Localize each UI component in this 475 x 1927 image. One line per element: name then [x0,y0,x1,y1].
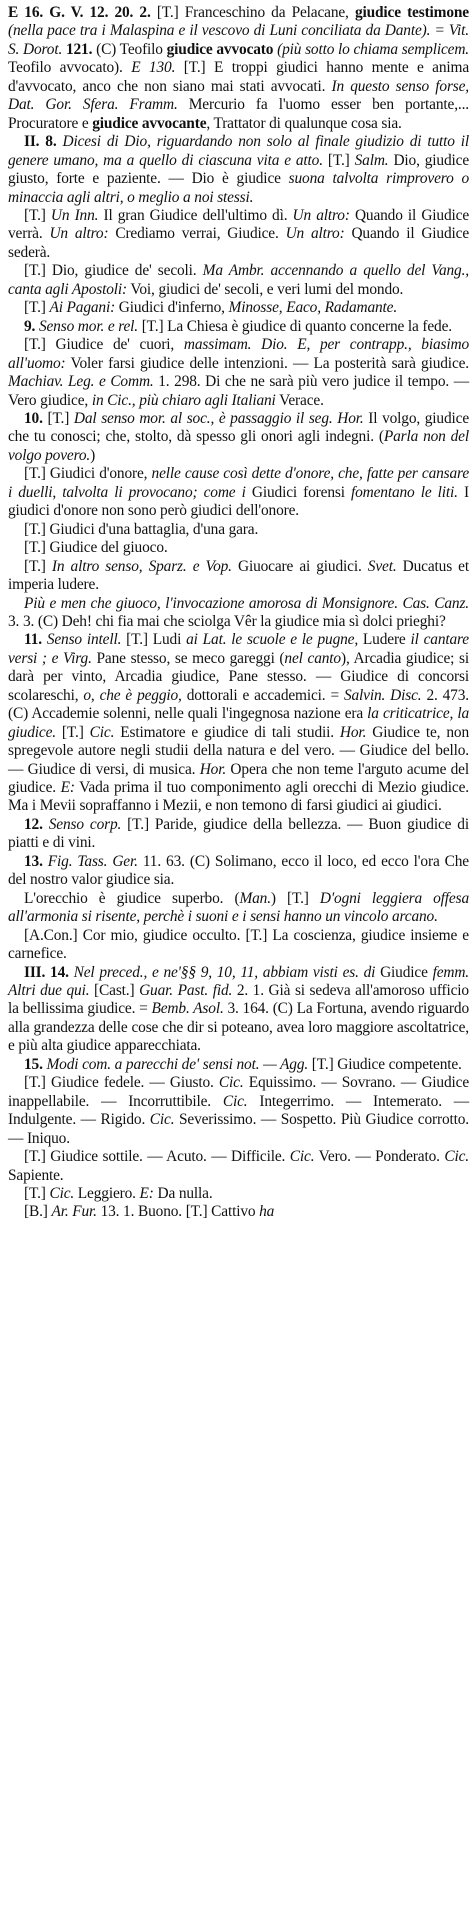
entry-paragraph [8,336,469,410]
italic-text: Ai Pagani: [49,299,116,317]
italic-text: fomentano le liti. [350,483,458,501]
italic-text: Cic. [289,1148,315,1166]
body-text: [T.] [24,557,52,575]
body-text: Il gran Giudice dell'ultimo dì. [98,206,293,224]
body-text: [T.] Giudice fedele. — Giusto. [24,1074,219,1092]
body-text: [T.] Giudice sottile. — Acuto. — Difficile. [24,1148,290,1166]
italic-text: In altro senso, Sparz. e Vop. [51,557,232,575]
italic-text: E: [139,1185,154,1202]
body-text: Quando il Giudice sederà. [8,225,470,261]
bold-text: 121. [65,40,97,58]
body-text: [Cast.] [89,982,140,1000]
body-text: Leggiero. [74,1185,140,1202]
italic-text: o, che è peggio, [83,686,182,704]
italic-text: Un altro: [49,225,109,243]
body-text: Giudici d'inferno, [115,299,229,317]
entry-paragraph [8,318,469,336]
body-text: [T.] Giudici d'una battaglia, d'una gara. [24,520,259,538]
italic-text: Un Inn. [50,206,99,224]
italic-text: E 130. [131,59,184,77]
body-text: Estimatore e giudice di tali studii. [114,723,340,741]
italic-text: in Cic., più chiaro agli Italiani [91,391,276,409]
body-text: Ludere [358,631,411,649]
body-text: [T.] Giudici d'onore, [24,465,152,483]
entry-paragraph [8,964,469,1056]
italic-text: Fig. Tass. Ger. [47,852,138,870]
body-text: [T.] [47,409,74,427]
body-text: Verace. [275,391,324,409]
body-text: Sapiente. [8,1166,64,1184]
body-text: [T.] Giudice de' cuori, [24,336,184,354]
body-text: [T.] [55,723,90,741]
body-text: [T.] [24,206,51,224]
bold-text: 9. [24,317,39,335]
italic-text: Hor. [339,723,367,741]
bold-text: giudice testimone [354,4,469,21]
body-text: Teofilo avvocato). [8,59,132,77]
body-text: 2. 1. Già si sedeva all'amoroso ufficio la bellissima giudice. = [8,982,469,1018]
entry-paragraph [8,1148,469,1185]
body-text: 3. 3. (C) Deh! chi fia mai che sciolga Vêr la giudice mia sì dolci prieghi? [8,612,446,630]
bold-text: II. 8. [24,133,63,151]
body-text: I giudici d'onore non sono però giudici dell'onore. [8,483,469,520]
body-text: Giuocare ai giudici. [231,557,368,575]
bold-text: 11. [24,631,47,649]
bold-text: 10. [24,409,48,427]
italic-text: Modi com. a parecchi de' sensi not. — Agg. [46,1055,309,1073]
body-text: 2. 473. (C) Accademie solenni, nelle quali l'ingegnosa nazione era [8,686,469,723]
entry-paragraph [8,1074,469,1148]
italic-text: ai Lat. le scuole e le pugne, [186,631,359,649]
italic-text: Senso mor. e rel. [38,317,138,335]
italic-text: massimam. Dio. E, per contrapp., biasimo all'uomo: [8,336,469,372]
italic-text: femm. Altri due qui. [8,963,469,1000]
italic-text: Parla non del volgo povero. [8,428,469,464]
entry-paragraph [8,1056,469,1074]
body-text: [T.] La Chiesa è giudice di quanto concerne la fede. [138,317,452,335]
entry-paragraph [8,262,469,299]
body-text: Crediamo verrai, Giudice. [108,225,286,243]
body-text: ) [90,446,96,464]
body-text: Vero. — Ponderato. [314,1148,445,1166]
body-text: Equissimo. — Sovrano. — Giudice inappellabile. — Incorruttibile. [8,1074,469,1110]
italic-text: nelle cause così dette d'onore, che, fatte per cansare i duelli, talvolta li provocano; come i [8,465,469,501]
body-text: , Trattator di qualunque cosa sia. [206,114,402,132]
body-text: [T.] Giudice del giuoco. [24,539,168,557]
italic-text: Man. [239,889,271,907]
entry-paragraph [8,410,469,465]
italic-text: la criticatrice, la giudice. [8,705,470,741]
bold-text: III. 14. [24,963,74,981]
body-text: [B.] [24,1203,52,1221]
entry-paragraph [8,816,469,853]
body-text: Integerrimo. — Intemerato. — Indulgente. — Rigido. [8,1092,469,1129]
italic-text: E: [60,779,75,797]
body-text: [T.] Dio, giudice de' secoli. [24,262,203,280]
body-text: [T.] E troppi giudici hanno mente e anima d'avvocato, anco che non siano mai stati avvocati. [8,59,470,95]
italic-text: il cantare versi ; e Virg. [8,631,469,667]
body-text: Vada prima il tuo componimento agli orecchi di Mezio giudice. Ma i Mevii sopraffanno i Mezii, e non temono di farsi giudici ai giudici. [8,779,469,815]
body-text: Giudice te, non spregevole autore negli studii della natura e del vero. — Giudice del bello. — Giudice di versi, di musica. [8,723,469,778]
body-text: dottorali e accademici. = [181,686,344,704]
italic-text: Svet. [367,557,397,575]
body-text: 11. 63. (C) Solimano, ecco il loco, ed ecco l'ora Che del nostro valor giudice sia. [8,852,469,889]
italic-text: (più sotto lo chiama semplicem. [273,40,470,58]
entry-paragraph [8,927,469,964]
body-text: Quando il Giudice verrà. [8,206,469,243]
italic-text: Bemb. Asol. [151,1000,224,1018]
body-text: 13. 1. Buono. [T.] Cattivo [96,1203,260,1221]
body-text: Opera che non teme l'arguto acume del giudice. [8,760,469,797]
entry-paragraph [8,133,469,207]
italic-text: ha [259,1203,275,1221]
entry-paragraph [8,890,469,927]
body-text: Mercurio fa l'uomo esser ben portante,... Procuratore e [8,96,469,132]
body-text: Ducatus et imperia ludere. [8,557,469,594]
bold-text: 13. [24,852,48,870]
entry-paragraph [8,558,469,595]
bold-text: 12. [24,815,49,833]
body-text: Giudice [375,963,433,981]
italic-text: In questo senso forse, Dat. Gor. Sfera. Framm. [8,77,470,114]
italic-text: nel canto [284,649,341,667]
entry-paragraph [8,1185,469,1203]
italic-text: Hor. [199,760,227,778]
body-text: 3. 164. (C) La Fortuna, avendo riguardo alla grandezza delle cose che dir si poteano, avea loro maggiore ascoltatrice, e più alta giudice apparecchiata. [8,1000,469,1055]
italic-text: Guar. Past. fid. [139,982,233,1000]
italic-text: D'ogni leggiera offesa all'armonia si risente, perchè i suoni e i sensi hanno un vincolo arcano. [8,889,469,926]
entry-paragraph [8,465,469,520]
italic-text: Dicesi di Dio, riguardando non solo al finale giudizio di tutto il genere umano, ma a quello di ciascuna vita e atto. [8,133,470,169]
italic-text: Salvin. Disc. [343,686,422,704]
italic-text: Un altro: [292,206,350,224]
italic-text: Senso corp. [48,815,122,833]
body-text: Severissimo. — Sospetto. Più Giudice corrotto. — Iniquo. [8,1111,469,1147]
italic-text: Cic. [89,723,115,741]
entry-paragraph [8,595,469,632]
italic-text: Machiav. Leg. e Comm. [8,373,154,391]
italic-text: Un altro: [285,225,345,243]
entry-paragraph [8,853,469,890]
italic-text: suona talvolta rimprovero o minaccia agli altri, o meglio a noi stessi. [8,170,469,206]
body-text: [T.] Giudice competente. [308,1055,462,1073]
entry-paragraph [8,299,469,317]
body-text: ), Arcadia giudice; si darà per vinto, Arcadia giudice, Pane stesso. — Giudice di concorsi scolareschi, [8,649,469,704]
body-text: [T.] [24,299,50,317]
body-text: [T.] Ludi [121,631,187,649]
body-text: Dio, giudice giusto, forte e paziente. — Dio è giudice [8,151,470,188]
entry-paragraph [8,207,469,262]
italic-text: Cic. [149,1111,175,1129]
body-text: Da nulla. [153,1185,213,1202]
body-text: (C) Teofilo [96,40,167,58]
body-text: [T.] Paride, giudice della bellezza. — Buon giudice di piatti e di vini. [8,815,469,852]
body-text: Pane stesso, se meco gareggi ( [91,649,285,667]
bold-text: 15. [24,1055,47,1073]
body-text: [T.] [24,1185,50,1202]
italic-text: Ar. Fur. [51,1203,97,1221]
body-text: [A.Con.] Cor mio, giudice occulto. [T.] La coscienza, giudice insieme e carnefice. [8,926,469,963]
body-text: Voler farsi giudice delle intenzioni. — La posterità sarà giudice. [65,354,469,372]
entry-paragraph [8,1203,469,1221]
body-text: Il volgo, giudice che tu conosci; che, stolto, dà spesso gli onori agli indegni. ( [8,409,469,446]
entry-paragraph [8,539,469,557]
entry-paragraph [8,631,469,816]
entry-paragraph [8,4,469,133]
italic-text: Cic. [218,1074,244,1092]
italic-text: Cic. [222,1092,248,1110]
italic-text: (nella pace tra i Malaspina e il vescovo di Luni conciliata da Dante). = Vit. S. Dorot. [8,22,469,58]
italic-text: Minosse, Eaco, Radamante. [228,299,398,317]
italic-text: Più e men che giuoco, l'invocazione amorosa di Monsignore. Cas. Canz. [24,594,469,612]
body-text: [T.] Franceschino da Pelacane, [156,4,355,21]
bold-text: giudice avvocante [92,114,207,132]
entry-paragraph [8,521,469,539]
italic-text: Cic. [444,1148,469,1166]
bold-text: E 16. G. V. 12. 20. 2. [8,4,157,21]
italic-text: Nel preced., e ne'§§ 9, 10, 11, abbiam visti es. di [73,963,376,981]
body-text: Voi, giudici de' secoli, e veri lumi del mondo. [126,280,404,298]
body-text: [T.] [322,151,355,169]
body-text: ) [T.] [270,889,320,907]
body-text: Giudici forensi [245,483,351,501]
italic-text: Senso intell. [46,631,122,649]
body-text: L'orecchio è giudice superbo. ( [24,889,240,907]
italic-text: Ma Ambr. accennando a quello del Vang., canta agli Apostoli: [8,262,470,298]
italic-text: Dal senso mor. al soc., è passaggio il seg. Hor. [73,409,364,427]
italic-text: Salm. [354,151,389,169]
italic-text: Cic. [49,1185,75,1202]
bold-text: giudice avvocato [166,40,274,58]
body-text: 1. 298. Di che ne sarà più vero judice il tempo. — Vero giudice, [8,373,469,409]
